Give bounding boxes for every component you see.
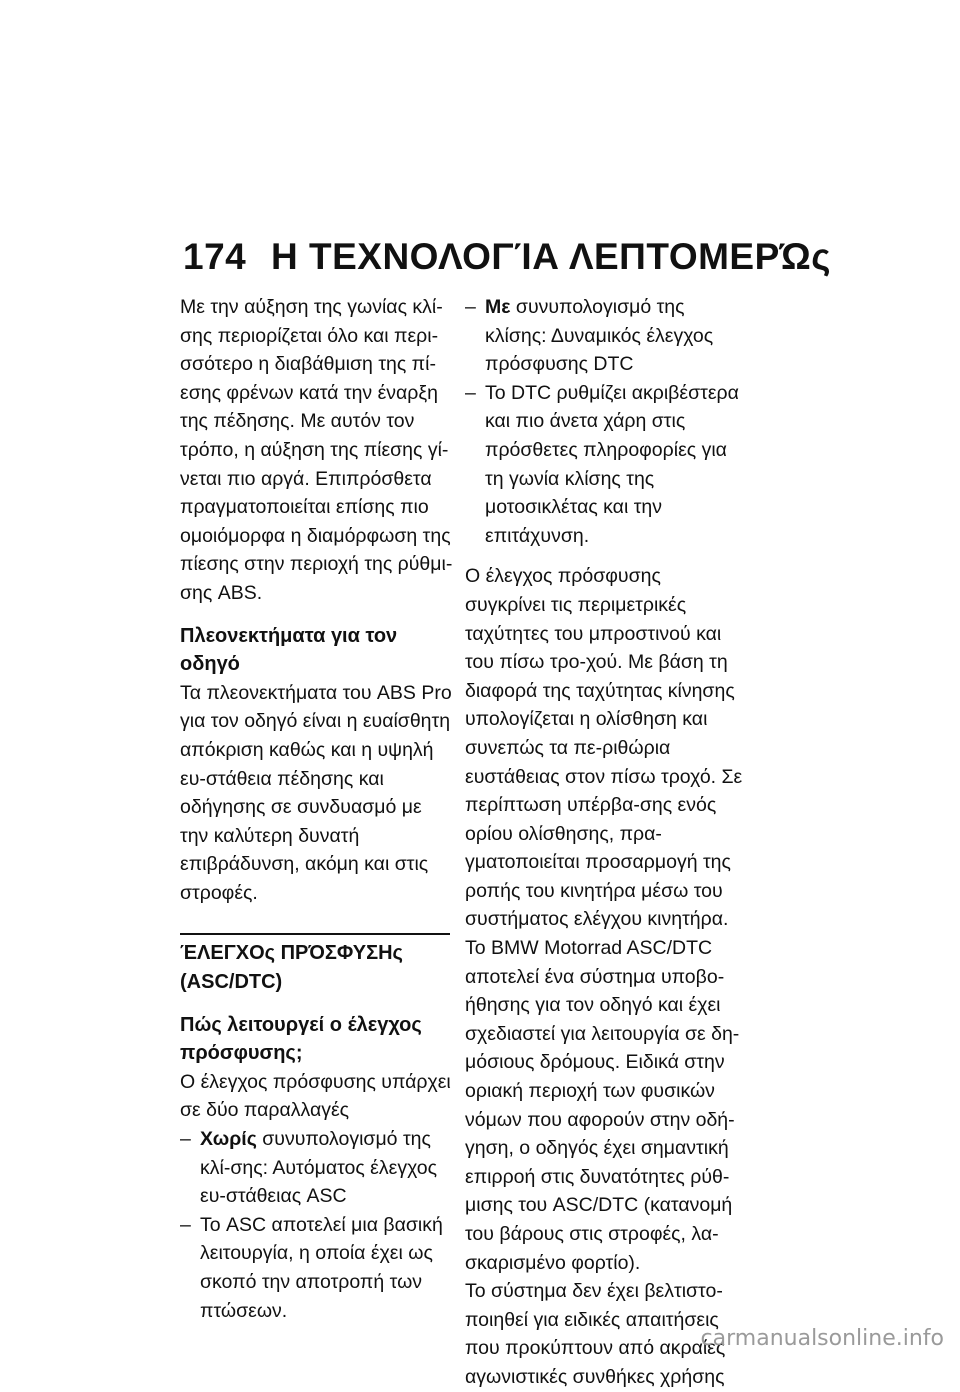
chapter-title: Η ΤΕΧΝΟΛΟΓΊΑ ΛΕΠΤΟΜΕΡΏς (271, 236, 832, 277)
variant-list-left (180, 1125, 455, 1325)
slip-paragraph: Ο έλεγχος πρόσφυσης συγκρίνει τις περιμετρικές ταχύτητες του μπροστινού και του πίσω τρο-χού. Με βάση τη διαφορά της ταχύτητας κίνησης υπολογίζεται η ολίσθηση και συνεπώς τα πε-ριθώρια ευστάθειας στον πίσω τροχό. Σε περίπτωση υπέρβα-σης ενός ορίου ολίσθησης, πρα-γματοποιείται προσαρμογή της ροπής του κινητήρα μέσω του συστήματος ελέγχου κινητήρα. (465, 565, 743, 931)
list-item-text: Το DTC ρυθμίζει ακριβέστερα και πιο άνετα χάρη στις πρόσθετες πληροφορίες για τη γωνία κλίσης της μοτοσικλέτας και την επιτάχυνση. (485, 381, 739, 547)
list-dash: – (180, 1128, 191, 1151)
list-item (180, 1211, 455, 1325)
section-divider (180, 933, 450, 935)
intro-paragraph: Με την αύξηση της γωνίας κλί-σης περιορίζεται όλο και περι-σσότερο η διαβάθμιση της πί-εσης φρένων κατά την έναρξη της πέδησης. Με αυτόν τον τρόπο, η αύξηση της πίεσης γί-νεται πιο αργά. Επιπρόσθετα πραγματοποιείται επίσης πιο ομοιόμορφα η διαμόρφωση της πίεσης στην περιοχή της ρύθμι-σης ABS. (180, 296, 453, 604)
how-heading: Πώς λειτουργεί ο έλεγχος πρόσφυσης; (180, 1013, 422, 1065)
list-item-bold: Με (485, 296, 511, 318)
list-item-text: συνυπολογισμό της κλί-σης: Αυτόματος έλεγχος ευ-στάθειας ASC (200, 1128, 438, 1208)
list-dash: – (180, 1213, 191, 1236)
right-column (465, 293, 745, 1392)
left-column (180, 293, 455, 1325)
watermark: carmanualsonline.info (700, 1326, 944, 1351)
list-item (465, 293, 745, 379)
advantages-heading: Πλεονεκτήματα για τον οδηγό (180, 624, 398, 676)
list-item-bold: Χωρίς (200, 1128, 257, 1151)
racing-paragraph: Το σύστημα δεν έχει βελτιστο-ποιηθεί για ειδικές απαιτήσεις που προκύπτουν από ακραίες αγωνιστικές συνθήκες χρήσης (465, 1280, 726, 1388)
section-title: ΈΛΕΓΧΟς ΠΡΌΣΦΥΣΗς (ASC/DTC) (180, 942, 403, 994)
list-dash: – (465, 381, 476, 404)
page-header (183, 236, 832, 278)
advantages-paragraph: Τα πλεονεκτήματα του ABS Pro για τον οδηγό είναι η ευαίσθητη απόκριση καθώς και η υψηλή ευ-στάθεια πέδησης και οδήγησης σε συνδυασμό με την καλύτερη δυνατή επιβράδυνση, ακόμη και στις στροφές. (180, 681, 452, 904)
assist-paragraph: Το BMW Motorrad ASC/DTC αποτελεί ένα σύστημα υποβο-ήθησης για τον οδηγό και έχει σχεδιαστεί για λειτουργία σε δη-μόσιους δρόμους. Ειδικά στην οριακή περιοχή των φυσικών νόμων που αφορούν στην οδή-γηση, ο οδηγός έχει σημαντική επιρροή στις δυνατότητες ρύθ-μισης του ASC/DTC (κατανομή του βάρους στις στροφές, λα-σκαρισμένο φορτίο). (465, 937, 740, 1274)
page-number: 174 (183, 236, 247, 277)
list-item (180, 1125, 455, 1211)
variant-list-right (465, 293, 745, 550)
list-item (465, 379, 745, 551)
list-item-text: συνυπολογισμό της κλίσης: Δυναμικός έλεγχος πρόσφυσης DTC (485, 296, 714, 376)
list-item-text: Το ASC αποτελεί μια βασική λειτουργία, η οποία έχει ως σκοπό την αποτροπή των πτώσεων. (200, 1213, 443, 1322)
list-dash: – (465, 296, 476, 318)
how-paragraph: Ο έλεγχος πρόσφυσης υπάρχει σε δύο παραλλαγές (180, 1070, 451, 1122)
